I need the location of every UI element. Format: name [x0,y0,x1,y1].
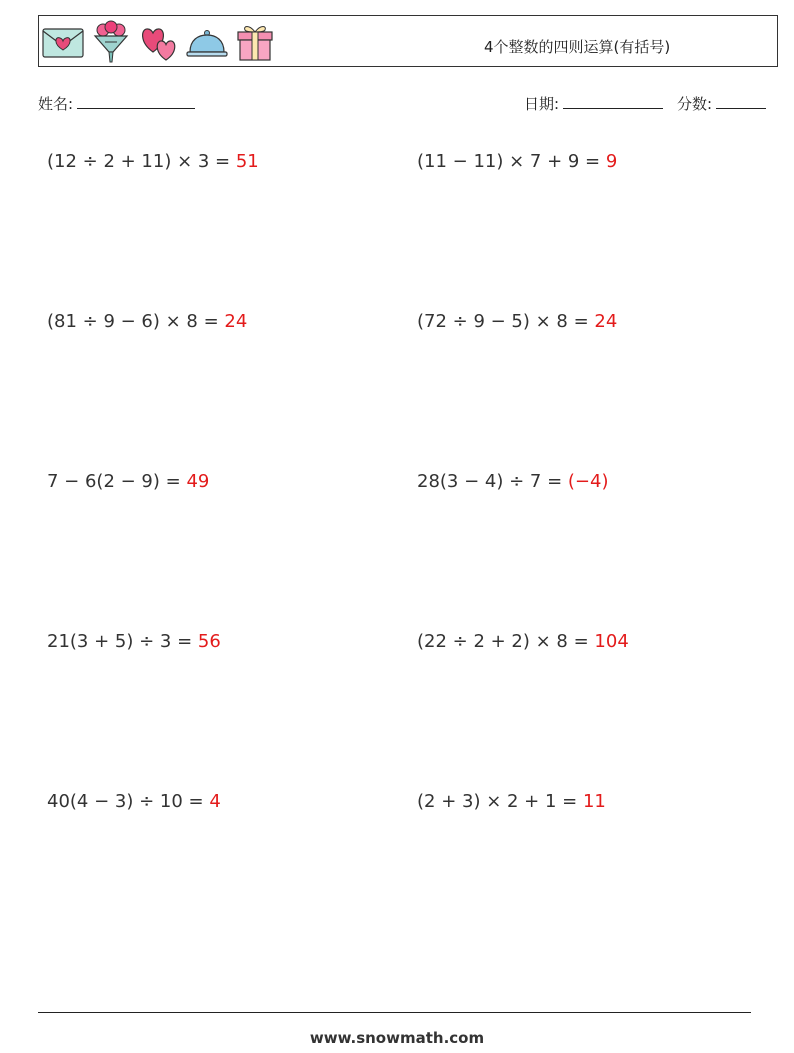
problem-answer: 51 [235,151,259,172]
problem-expression: 28(3 − 4) ÷ 7 = [417,471,568,492]
score-field [677,93,766,114]
problem-expression: (22 ÷ 2 + 2) × 8 = [417,631,595,652]
problem-1 [47,151,259,172]
problem-answer: (−4) [567,471,609,492]
footer-website: www.snowmath.com [309,1029,485,1047]
problem-4 [417,311,617,332]
worksheet-title: 4个整数的四则运算(有括号) [484,38,671,56]
date-blank[interactable] [563,93,663,109]
gift-box-icon [233,20,277,64]
problem-2 [417,151,617,172]
problem-answer: 49 [186,471,210,492]
problem-8 [417,631,629,652]
problem-expression: (81 ÷ 9 − 6) × 8 = [47,311,225,332]
problem-answer: 56 [197,631,221,652]
problem-expression: (2 + 3) × 2 + 1 = [417,791,583,812]
problem-answer: 24 [224,311,248,332]
problem-expression: 7 − 6(2 − 9) = [47,471,187,492]
problem-6 [417,471,608,492]
footer-divider [38,1012,751,1013]
problem-answer: 11 [582,791,606,812]
two-hearts-icon [137,20,181,64]
problem-answer: 104 [594,631,629,652]
worksheet-header [38,15,778,67]
name-label: 姓名: [38,95,74,113]
problem-3 [47,311,247,332]
problem-expression: (72 ÷ 9 − 5) × 8 = [417,311,595,332]
problem-5 [47,471,209,492]
score-label: 分数: [677,95,713,113]
problem-10 [417,791,606,812]
problem-expression: 40(4 − 3) ÷ 10 = [47,791,210,812]
date-label: 日期: [524,95,560,113]
score-blank[interactable] [716,93,766,109]
problem-7 [47,631,221,652]
date-field [524,93,663,114]
serving-cloche-icon [185,20,229,64]
problem-9 [47,791,221,812]
problem-answer: 4 [209,791,221,812]
problem-expression: (12 ÷ 2 + 11) × 3 = [47,151,236,172]
name-blank[interactable] [77,93,195,109]
name-field [38,93,195,114]
envelope-heart-icon [41,20,85,64]
problem-answer: 9 [605,151,618,172]
flower-bouquet-icon [89,20,133,64]
header-icons [41,20,277,64]
problem-expression: 21(3 + 5) ÷ 3 = [47,631,198,652]
problem-expression: (11 − 11) × 7 + 9 = [417,151,606,172]
problem-answer: 24 [594,311,618,332]
